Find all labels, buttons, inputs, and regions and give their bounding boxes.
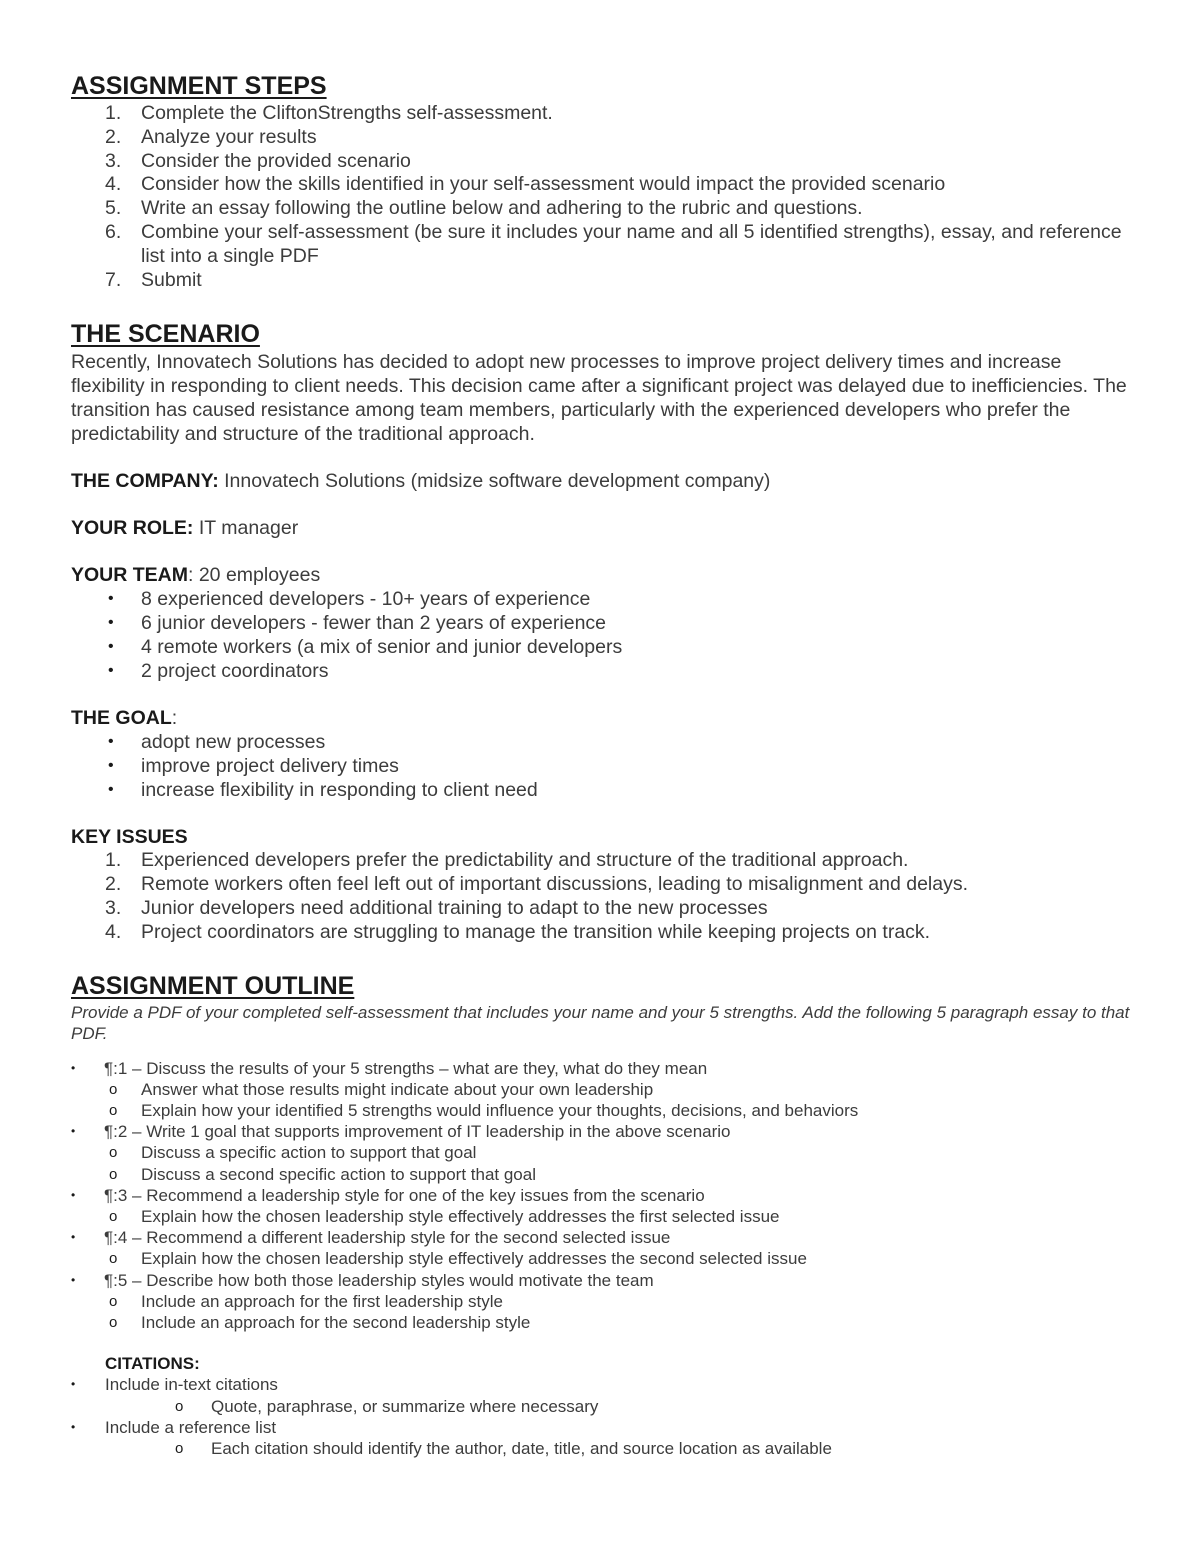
outline-heading: ASSIGNMENT OUTLINE [71,971,355,1000]
goal-list [71,730,1131,802]
list-item: o Quote, paraphrase, or summarize where necessary [175,1396,599,1416]
list-item: 6. Combine your self-assessment (be sure it includes your name and all 5 identified strengths), essay, and reference list into a single PDF [105,220,1122,267]
scenario-paragraph: Recently, Innovatech Solutions has decided to adopt new processes to improve project delivery times and increase flexibility in responding to client needs. This decision came after a significant project was delayed due to inefficiencies. The transition has caused resistance among team members, particularly with the experienced developers who prefer the predictability and structure of the traditional approach. [71,351,1127,446]
list-item: o Include an approach for the second leadership style [109,1313,531,1332]
list-item: 2. Remote workers often feel left out of important discussions, leading to misalignment and delays. [105,873,969,896]
list-item: o Explain how the chosen leadership style effectively addresses the second selected issue [109,1249,807,1269]
list-item: • ¶:1 – Discuss the results of your 5 strengths – what are they, what do they mean [71,1058,708,1078]
list-item: • ¶:3 – Recommend a leadership style for one of the key issues from the scenario [71,1185,705,1205]
citations-list [71,1374,1131,1459]
list-item: o Discuss a second specific action to support that goal [109,1164,536,1184]
list-item: • increase flexibility in responding to client need [108,779,538,802]
list-item: • improve project delivery times [108,755,399,778]
list-item: o Include an approach for the first leadership style [109,1291,503,1311]
list-item: o Discuss a specific action to support that goal [109,1143,477,1163]
list-item: • ¶:4 – Recommend a different leadership style for the second selected issue [71,1228,671,1248]
list-item: 4. Project coordinators are struggling to manage the transition while keeping projects on track. [105,920,931,943]
role-line: YOUR ROLE: IT manager [71,517,299,540]
list-item: • 4 remote workers (a mix of senior and junior developers [108,636,623,659]
outline-intro: Provide a PDF of your completed self-assessment that includes your name and your 5 strengths. Add the following 5 paragraph essay to that PDF. [71,1002,1130,1043]
company-line: THE COMPANY: Innovatech Solutions (midsize software development company) [71,470,771,493]
key-issues-list [71,849,1131,944]
list-item: o Explain how the chosen leadership style effectively addresses the first selected issue [109,1206,780,1226]
list-item: o Explain how your identified 5 strengths would influence your thoughts, decisions, and behaviors [109,1100,859,1120]
list-item: • adopt new processes [108,731,326,754]
list-item: • 8 experienced developers - 10+ years of experience [108,588,591,611]
outline-list [71,1058,1131,1334]
list-item: o Each citation should identify the author, date, title, and source location as available [175,1439,832,1459]
list-item: o Answer what those results might indicate about your own leadership [109,1079,654,1099]
team-list [71,587,1131,683]
list-item: 1. Experienced developers prefer the predictability and structure of the traditional approach. [105,849,909,872]
list-item: • Include in-text citations [71,1375,278,1395]
team-line: YOUR TEAM: 20 employees [71,564,321,587]
list-item: • ¶:5 – Describe how both those leadership styles would motivate the team [71,1270,654,1290]
steps-list [71,102,1131,292]
list-item: 4. Consider how the skills identified in your self-assessment would impact the provided scenario [105,173,946,196]
list-item: 3. Junior developers need additional training to adapt to the new processes [105,896,768,919]
list-item: 3. Consider the provided scenario [105,149,411,172]
key-issues-heading: KEY ISSUES [71,826,188,849]
list-item: 1. Complete the CliftonStrengths self-assessment. [105,102,553,124]
list-item: • 6 junior developers - fewer than 2 years of experience [108,612,607,635]
list-item: • Include a reference list [71,1417,277,1437]
citations-heading: CITATIONS: [105,1354,200,1374]
list-item: 7. Submit [105,268,202,291]
steps-heading: ASSIGNMENT STEPS [71,72,327,100]
scenario-heading: THE SCENARIO [71,320,260,349]
document-page [71,70,1131,1459]
list-item: 5. Write an essay following the outline below and adhering to the rubric and questions. [105,197,863,220]
list-item: 2. Analyze your results [105,125,317,148]
list-item: • 2 project coordinators [108,660,329,683]
goal-line: THE GOAL: [71,707,178,730]
list-item: • ¶:2 – Write 1 goal that supports improvement of IT leadership in the above scenario [71,1122,731,1142]
